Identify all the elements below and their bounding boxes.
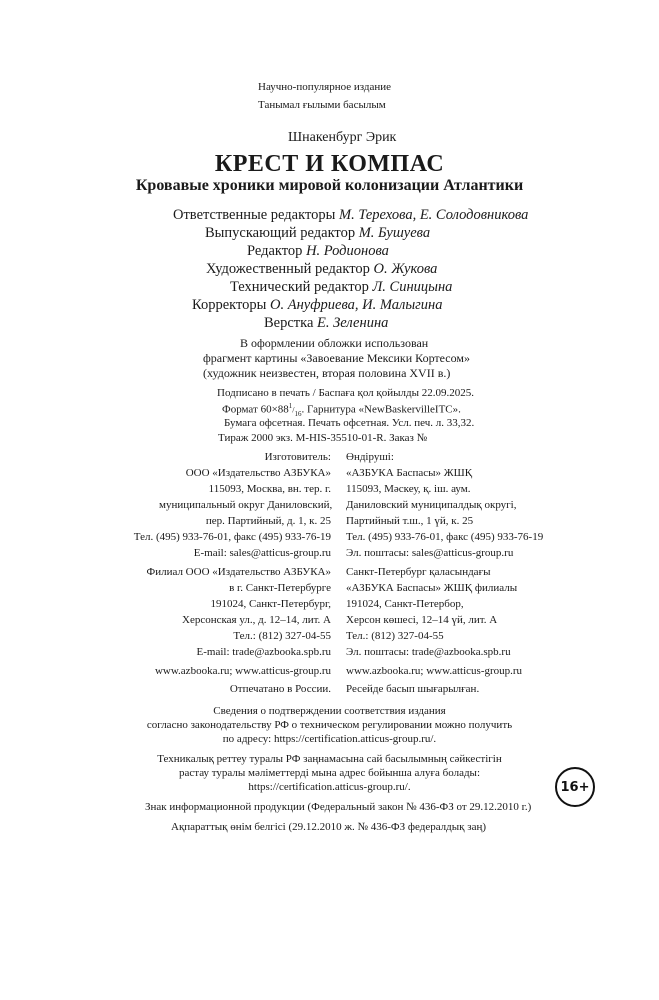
branch-kz-line: Херсон көшесі, 12–14 үй, лит. А	[346, 614, 498, 626]
manufacturer-ru-line: муниципальный округ Даниловский,	[159, 499, 333, 511]
cover-note-line: В оформлении обложки использован	[240, 336, 429, 350]
cover-note-line: фрагмент картины «Завоевание Мексики Кортесом»	[203, 351, 470, 365]
branch-ru-line: E-mail: trade@azbooka.spb.ru	[196, 646, 331, 658]
book-title: КРЕСТ И КОМПАС	[214, 151, 445, 177]
branch-kz-line: «АЗБУКА Баспасы» ЖШҚ филиалы	[346, 582, 518, 594]
manufacturer-ru-line: ООО «Издательство АЗБУКА»	[185, 467, 331, 479]
branch-kz-line: Санкт-Петербург қаласындағы	[346, 566, 491, 578]
manufacturer-ru-line: E-mail: sales@atticus-group.ru	[193, 547, 331, 559]
edition-type-kz: Танымал ғылыми басылым	[258, 99, 386, 111]
branch-ru-line: в г. Санкт-Петербурге	[229, 582, 331, 594]
manufacturer-ru-line: 115093, Москва, вн. тер. г.	[208, 483, 331, 495]
staff-line: Корректоры О. Ануфриева, И. Малыгина	[192, 297, 443, 313]
manufacturer-kz-line: Даниловский муниципалдық округі,	[346, 499, 517, 511]
staff-line: Верстка Е. Зеленина	[264, 315, 389, 331]
branch-ru-line: 191024, Санкт-Петербург,	[210, 598, 331, 610]
certification-ru-line: по адресу: https://certification.atticus-group.ru/.	[222, 733, 437, 745]
manufacturer-ru-line: Тел. (495) 933-76-01, факс (495) 933-76-19	[133, 531, 331, 543]
printed-in-kz: Ресейде басып шығарылған.	[346, 683, 480, 695]
branch-kz-line: Тел.: (812) 327-04-55	[346, 630, 444, 642]
staff-line: Выпускающий редактор М. Бушуева	[205, 225, 431, 241]
branch-ru-line: Херсонская ул., д. 12–14, лит. А	[182, 614, 331, 626]
manufacturer-kz-line: Өндіруші:	[346, 451, 394, 463]
manufacturer-kz-line: Эл. поштасы: sales@atticus-group.ru	[346, 547, 514, 559]
certification-kz-line: https://certification.atticus-group.ru/.	[248, 781, 411, 793]
manufacturer-ru-line: пер. Партийный, д. 1, к. 25	[205, 515, 331, 527]
certification-kz-line: растау туралы мәліметтерді мына адрес бойынша алуға болады:	[178, 767, 481, 779]
certification-ru-line: Сведения о подтверждении соответствия издания	[213, 705, 446, 717]
staff-line: Технический редактор Л. Синицына	[230, 279, 453, 295]
cover-note-line: (художник неизвестен, вторая половина XVII в.)	[203, 366, 451, 380]
staff-line: Ответственные редакторы М. Терехова, Е. Солодовникова	[173, 207, 529, 223]
manufacturer-kz-line: Тел. (495) 933-76-01, факс (495) 933-76-19	[346, 531, 544, 543]
branch-kz-line: Эл. поштасы: trade@azbooka.spb.ru	[346, 646, 511, 658]
branch-ru-line: Филиал ООО «Издательство АЗБУКА»	[146, 566, 331, 578]
print-paper: Бумага офсетная. Печать офсетная. Усл. печ. л. 33,32.	[224, 417, 475, 429]
manufacturer-kz-line: 115093, Мәскеу, қ. іш. аум.	[346, 483, 471, 495]
info-mark-ru: Знак информационной продукции (Федеральный закон № 436-ФЗ от 29.12.2010 г.)	[145, 801, 532, 813]
info-mark-kz: Ақпараттық өнім белгісі (29.12.2010 ж. № 436-ФЗ федералдық заң)	[171, 821, 487, 833]
print-signed: Подписано в печать / Баспаға қол қойылды 22.09.2025.	[217, 387, 475, 399]
book-subtitle: Кровавые хроники мировой колонизации Атлантики	[135, 177, 524, 194]
author: Шнакенбург Эрик	[288, 130, 397, 145]
manufacturer-ru-line: Изготовитель:	[264, 451, 331, 463]
staff-line: Художественный редактор О. Жукова	[206, 261, 438, 277]
branch-ru-line: Тел.: (812) 327-04-55	[233, 630, 331, 642]
age-rating-badge: 16+	[555, 767, 595, 807]
manufacturer-kz-line: «АЗБУКА Баспасы» ЖШҚ	[346, 467, 473, 479]
print-run: Тираж 2000 экз. M-HIS-35510-01-R. Заказ №	[218, 432, 428, 444]
branch-kz-line: 191024, Санкт-Петербор,	[346, 598, 464, 610]
manufacturer-kz-line: Партийный т.ш., 1 үй, к. 25	[346, 515, 474, 527]
staff-line: Редактор Н. Родионова	[247, 243, 389, 259]
website-ru: www.azbooka.ru; www.atticus-group.ru	[154, 665, 331, 677]
printed-in-ru: Отпечатано в России.	[229, 683, 331, 695]
certification-kz-line: Техникалық реттеу туралы РФ заңнамасына сай басылымның сәйкестігін	[157, 753, 502, 765]
website-kz: www.azbooka.ru; www.atticus-group.ru	[346, 665, 523, 677]
certification-ru-line: согласно законодательству РФ о техническом регулировании можно получить	[146, 719, 513, 731]
print-format: Формат $60\times 88^1/_{16}$. Гарнитура «NewBaskervilleITC».	[222, 402, 461, 418]
edition-type-ru: Научно-популярное издание	[258, 81, 392, 93]
